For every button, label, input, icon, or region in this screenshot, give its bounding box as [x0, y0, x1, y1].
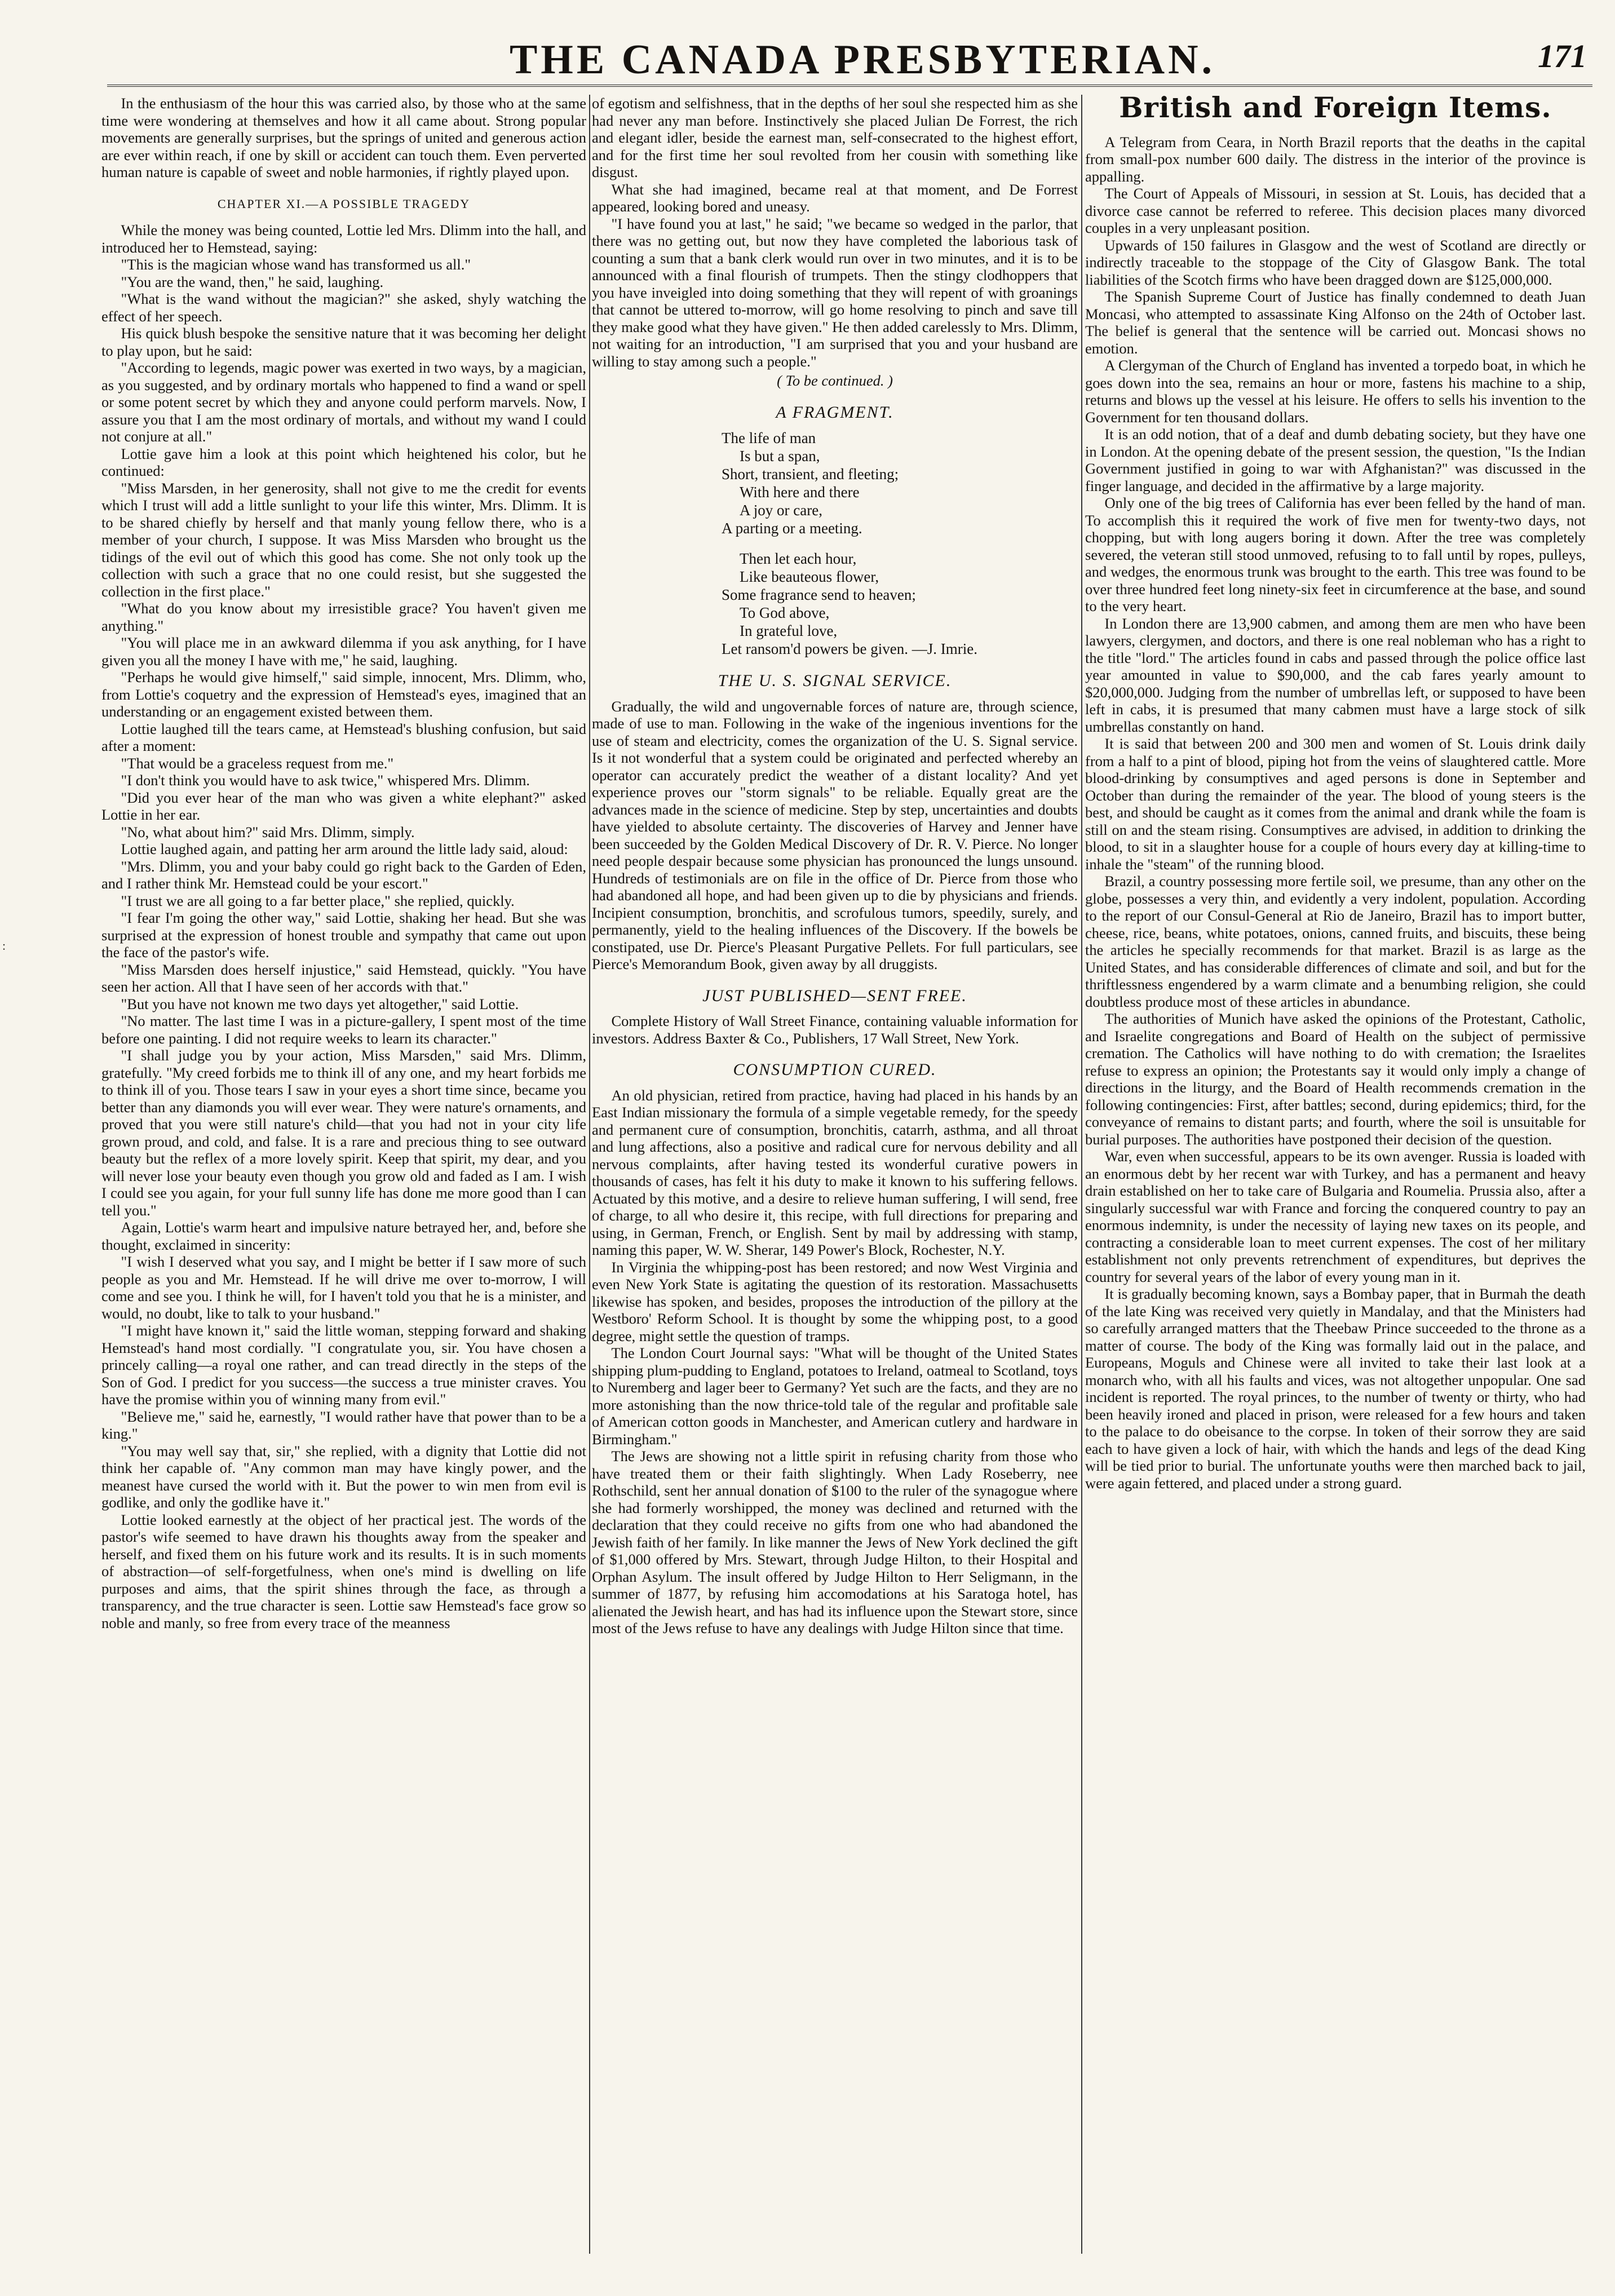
story-paragraph: "I don't think you would have to ask twice," whispered Mrs. Dlimm.: [121, 772, 530, 789]
poem-line: Like beauteous flower,: [740, 568, 879, 585]
poem-line: Let ransom'd powers be given. —J. Imrie.: [722, 640, 978, 657]
column-divider: [589, 95, 590, 2254]
news-item: The Spanish Supreme Court of Justice has finally condemned to death Juan Moncasi, who attempted to assassinate King Alfonso on the 24th of October last. The belief is general that the sentence will be carried out. Moncasi shows no emotion.: [1085, 288, 1586, 357]
story-paragraph: While the money was being counted, Lottie led Mrs. Dlimm into the hall, and introduced her to Hemstead, saying:: [101, 222, 586, 256]
story-paragraph: "Miss Marsden, in her generosity, shall not give to me the credit for events which I trust will add a little sunlight to your life this winter, Mrs. Dlimm. It is to be shared chiefly by herself and that manly young fellow there, who is a member of your church, I suppose. It was Miss Marsden who brought us the tidings of the evil out of which this good has come. She not only took up the collection with such a grace that no one could resist, but she suggested the collection in the first place.": [101, 479, 586, 600]
story-paragraph: "What do you know about my irresistible grace? You haven't given me anything.": [101, 600, 586, 634]
story-paragraph: "Did you ever hear of the man who was given a white elephant?" asked Lottie in her ear.: [101, 789, 586, 823]
news-paragraph: The Jews are showing not a little spirit in refusing charity from those who have treated them or their faith slightingly. When Lady Roseberry, nee Rothschild, sent her annual donation of $100 to the ruler of the synagogue where she had formerly worshipped, the money was declined and returned with the declaration that they could receive no gifts from one who had abandoned the Jewish faith of her family. In like manner the Jews of New York declined the gift of $1,000 offered by Mrs. Stewart, through Judge Hilton, to their Hospital and Orphan Asylum. The insult offered by Judge Hilton to Herr Seligmann, in the summer of 1877, by refusing him accomodations at his Saratoga hotel, has alienated the Jewish heart, and has had its influence upon the Stewart store, since most of the Jews refuse to have any dealings with Judge Hilton since that time.: [592, 1448, 1078, 1636]
news-item: Upwards of 150 failures in Glasgow and the west of Scotland are directly or indirectly traceable to the stoppage of the City of Glasgow Bank. The total liabilities of the Scotch firms who have been dragged down are $125,000,000.: [1085, 236, 1586, 288]
poem-line: Is but a span,: [740, 448, 820, 464]
story-paragraph: "Miss Marsden does herself injustice," said Hemstead, quickly. "You have seen her action. All that I have seen of her accords with that.": [101, 961, 586, 995]
story-paragraph: "I wish I deserved what you say, and I might be better if I saw more of such people as you and Mr. Hemstead. If he will drive me over to-morrow, I will come and see you. I think he will, for I haven't told you that he is a minister, and would, no doubt, like to talk to your husband.": [101, 1253, 586, 1322]
article-paragraph: An old physician, retired from practice, having had placed in his hands by an East Indian missionary the formula of a simple vegetable remedy, for the speedy and permanent cure of consumption, bronchitis, catarrh, asthma, and all throat and lung affections, also a positive and radical cure for nervous debility and all nervous complaints, after having tested its wonderful curative powers in thousands of cases, has felt it his duty to make it known to his suffering fellows. Actuated by this motive, and a desire to relieve human suffering, I will send, free of charge, to all who desire it, this recipe, with full directions for preparing and using, in German, French, or English. Sent by mail by addressing with stamp, naming this paper, W. W. Sherar, 149 Power's Block, Rochester, N.Y.: [592, 1086, 1078, 1258]
column-middle: [592, 95, 1078, 2248]
news-item: The Court of Appeals of Missouri, in session at St. Louis, has decided that a divorce case cannot be referred to referee. This decision places many divorced couples in a very unpleasant position.: [1085, 185, 1586, 236]
news-item: It is said that between 200 and 300 men and women of St. Louis drink daily from a half to a pint of blood, piping hot from the veins of slaughtered cattle. More blood-drinking by consumptives and aged persons is done in September and October than during the remainder of the year. The blood of young steers is the best, and should be caught as it comes from the animal and drank while the foam is still on and the steam rising. Consumptives are advised, in addition to drinking the blood, to sit in a slaughter house for a couple of hours every day at killing-time to inhale the "steam" of the running blood.: [1085, 735, 1586, 873]
story-paragraph: Again, Lottie's warm heart and impulsive nature betrayed her, and, before she thought, exclaimed in sincerity:: [101, 1219, 586, 1253]
poem-line: A parting or a meeting.: [722, 520, 862, 537]
story-paragraph: "That would be a graceless request from me.": [121, 754, 394, 772]
story-paragraph: "Believe me," said he, earnestly, "I would rather have that power than to be a king.": [101, 1408, 586, 1442]
stanza-break: [722, 537, 1078, 550]
column-divider: [1081, 95, 1082, 2254]
news-item: War, even when successful, appears to be its own avenger. Russia is loaded with an enormous debt by her recent war with Turkey, and has a permanent and heavy drain established on her to take care of Bulgaria and Roumelia. Prussia also, after a singularly successful war with France and forcing the conquered country to pay an enormous indemnity, is under the necessity of laying new taxes on its people, and contracting a considerable loan to meet current expenses. The cost of her military establishment not only prevents retrenchment of expenditures, but deprives the country for several years of the labor of every young man in it.: [1085, 1148, 1586, 1285]
news-item: The authorities of Munich have asked the opinions of the Protestant, Catholic, and Israelite congregations and Board of Health on the subject of permissive cremation. The Catholics will have nothing to do with cremation; the Israelites refuse to express an opinion; the Protestants say it would only imply a change of directions in the liturgy, and the Board of Health recommends cremation in the following contingencies: First, after battles; second, during epidemics; third, for the conveyance of remains to distant parts; and fourth, where the soil is unsuitable for burial purposes. The authorities have postponed their decision of the question.: [1085, 1010, 1586, 1148]
chapter-heading: CHAPTER XI.—A POSSIBLE TRAGEDY: [217, 196, 471, 211]
newspaper-title: THE CANADA PRESBYTERIAN.: [509, 37, 1216, 83]
section-heading: British and Foreign Items.: [1119, 95, 1552, 124]
news-item: It is an odd notion, that of a deaf and dumb debating society, but they have one in London. At the opening debate of the present session, the question, "Is the Indian Government justified in going to war with Afghanistan?" was discussed in the finger language, and decided in the affirmative by a large majority.: [1085, 426, 1586, 494]
story-paragraph: "I might have known it," said the little woman, stepping forward and shaking Hemstead's hand most cordially. "I congratulate you, sir. You have chosen a princely calling—a royal one rather, and can tread directly in the steps of the Son of God. I predict for you success—the success a true minister craves. You have the promise within you of winning many from evil.": [101, 1322, 586, 1408]
article-paragraph: Gradually, the wild and ungovernable forces of nature are, through science, made of use to man. Following in the wake of the ingenious inventions for the use of steam and electricity, comes the organization of the U. S. Signal service. Is it not wonderful that a system could be originated and perfected whereby an operator can accurately predict the weather of a distant locality? And yet experience proves our "storm signals" to be reliable. Equally great are the advances made in the science of medicine. Step by step, uncertainties and doubts have yielded to absolute certainty. The discoveries of Harvey and Jenner have been succeeded by the Golden Medical Discovery of Dr. R. V. Pierce. No longer need people despair because some physician has pronounced the lungs unsound. Hundreds of testimonials are on file in the office of Dr. Pierce from those who had abandoned all hope, and had been given up to die by physicians and friends. Incipient consumption, bronchitis, and scrofulous tumors, speedily, surely, and permanently, yield to the healing influences of the Discovery. If the bowels be constipated, use Dr. Pierce's Pleasant Purgative Pellets. For full particulars, see Pierce's Memorandum Book, given away by all druggists.: [592, 697, 1078, 972]
poem-line: The life of man: [722, 430, 816, 446]
news-item: In London there are 13,900 cabmen, and among them are men who have been lawyers, clergymen, and doctors, and there is one real nobleman who has a right to the title "lord." The articles found in cabs and passed through the police office last year amounted in value to $90,000, and the cab fares yearly amount to $20,000,000. Judging from the number of umbrellas left, or supposed to have been left in cabs, it is presumed that many cabmen must have a large stock of silk umbrellas constantly on hand.: [1085, 614, 1586, 735]
story-paragraph: "No, what about him?" said Mrs. Dlimm, simply.: [121, 823, 415, 840]
column-serial-story: [101, 95, 586, 2248]
poem-line: To God above,: [740, 604, 830, 621]
poem: [722, 429, 1078, 658]
margin-mark: :: [2, 939, 6, 953]
to-be-continued: ( To be continued. ): [777, 372, 893, 389]
story-paragraph: "This is the magician whose wand has transformed us all.": [121, 256, 471, 273]
story-paragraph: "But you have not known me two days yet altogether," said Lottie.: [121, 995, 519, 1012]
news-item: Brazil, a country possessing more fertile soil, we presume, than any other on the globe, possesses a very thin, and evidently a very indolent, population. According to the report of our Consul-General at Rio de Janeiro, Brazil has to import butter, cheese, rice, beans, white potatoes, onions, canned fruits, and biscuits, these being the articles he specially recommends for that market. Brazil is as large as the United States, and has considerable differences of climate and soil, and but for the thriftlessness engendered by a warm climate and a benumbing religion, she could doubtless produce most of these articles in abundance.: [1085, 873, 1586, 1010]
story-paragraph: "I fear I'm going the other way," said Lottie, shaking her head. But she was surprised at the expression of honest trouble and sympathy that came out upon the face of the pastor's wife.: [101, 909, 586, 961]
story-paragraph: His quick blush bespoke the sensitive nature that it was becoming her delight to play upon, but he said:: [101, 325, 586, 359]
poem-line: With here and there: [740, 484, 860, 501]
article-title-just-published: JUST PUBLISHED—SENT FREE.: [702, 986, 967, 1005]
story-paragraph: "I trust we are all going to a far better place," she replied, quickly.: [121, 892, 515, 909]
story-paragraph: "I shall judge you by your action, Miss Marsden," said Mrs. Dlimm, gratefully. "My creed forbids me to think ill of any one, and my heart forbids me to think ill of you. Those tears I saw in your eyes a short time since, became you better than any diamonds you will ever wear. They were nature's ornaments, and proved that you were still nature's child—that you had not in your city life grown proud, and cold, and false. It is a rare and precious thing to see outward beauty but the reflex of a more lovely spirit. Keep that spirit, my dear, and you will never lose your beauty even though you grow old and faded as I am. I wish I could see you again, for your full sunny life has done me more good than I can tell you.": [101, 1047, 586, 1219]
news-item: A Clergyman of the Church of England has invented a torpedo boat, in which he goes down into the sea, remains an hour or more, fastens his machine to a ship, returns and blows up the vessel at his leisure. He offers to sells his invention to the Government for ten thousand dollars.: [1085, 357, 1586, 426]
poem-line: In grateful love,: [740, 622, 838, 639]
news-item: Only one of the big trees of California has ever been felled by the hand of man. To accomplish this it required the work of five men for twenty-two days, not chopping, but with long augers boring it down. After the tree was completely severed, the veteran still stood unmoved, refusing to to fall until by ropes, pulleys, and wedges, the enormous trunk was brought to the earth. This tree was found to be over three hundred feet long ninety-six feet in circumference at the base, and sound to the very heart.: [1085, 494, 1586, 614]
story-paragraph: "You are the wand, then," he said, laughing.: [121, 273, 384, 290]
story-paragraph: "You may well say that, sir," she replied, with a dignity that Lottie did not think her capable of. "Any common man may have kingly power, and the meanest have cursed the world with it. But the power to win men from evil is godlike, and only the godlike have it.": [101, 1442, 586, 1511]
story-paragraph: "I have found you at last," he said; "we became so wedged in the parlor, that there was no getting out, but now they have completed the laborious task of counting a sum that a bank clerk would run over in two minutes, and it is to be announced with a final flourish of trumpets. Then the stingy clodhoppers that you have inveigled into doing something that they will repent of with groanings that cannot be uttered to-morrow, will go home resolving to pinch and save till they make good what they have given." He then added carelessly to Mrs. Dlimm, not waiting for an introduction, "I am surprised that you and your husband are willing to stay among such a people.": [592, 215, 1078, 370]
poem-line: A joy or care,: [740, 502, 822, 519]
story-paragraph: In the enthusiasm of the hour this was carried also, by those who at the same time were wondering at themselves and how it all came about. Strong popular movements are generally surprises, but the springs of united and generous action are ever within reach, if one by skill or accident can touch them. Even perverted human nature is capable of sweet and noble harmonies, if rightly played upon.: [101, 95, 586, 180]
poem-line: Short, transient, and fleeting;: [722, 466, 899, 483]
story-paragraph: Lottie looked earnestly at the object of her practical jest. The words of the pastor's wife seemed to have drawn his thoughts away from the speaker and herself, and fixed them on his future work and its results. It is in such moments of abstraction—of self-forgetfulness, when one's mind is dwelling on life purposes and aims, that the spirit shines through the face, as through a transparency, and the true character is seen. Lottie saw Hemstead's face grow so noble and manly, so free from every trace of the meanness: [101, 1511, 586, 1631]
column-foreign-items: [1085, 95, 1586, 2248]
news-item: It is gradually becoming known, says a Bombay paper, that in Burmah the death of the late King was received very quietly in Mandalay, and that the Ministers had so carefully arranged matters that the Theebaw Prince succeeded to the throne as a matter of course. The body of the King was formally laid out in the palace, and Europeans, Moguls and Chinese were all invited to take their last look at a monarch who, with all his faults and vices, was not altogether unpopular. One sad incident is reported. The royal princes, to the number of twenty or thirty, who had been heavily ironed and placed in prison, were released for a few hours and taken to the palace to do obeisance to the corpse. In token of their sorrow they are said each to have given a lock of hair, with which the hands and legs of the dead King will be tied prior to burial. The unfortunate youths were then marched back to jail, were again fettered, and placed under a strong guard.: [1085, 1285, 1586, 1492]
article-title-signal: THE U. S. SIGNAL SERVICE.: [718, 671, 952, 690]
story-paragraph: "According to legends, magic power was exerted in two ways, by a magician, as you suggested, and by ordinary mortals who happened to find a wand or spell or some potent secret by which they and anyone could perform marvels. Now, I assure you that I am the most ordinary of mortals, and without my wand I could not conjure at all.": [101, 359, 586, 445]
poem-line: Some fragrance send to heaven;: [722, 586, 916, 603]
news-item: A Telegram from Ceara, in North Brazil reports that the deaths in the capital from small-pox number 600 daily. The distress in the interior of the province is appalling.: [1085, 133, 1586, 185]
story-paragraph: of egotism and selfishness, that in the depths of her soul she respected him as she had never any man before. Instinctively she placed Julian De Forrest, the rich and elegant idler, beside the earnest man, self-consecrated to the highest effort, and for the first time her soul revolted from her cousin with something like disgust.: [592, 95, 1078, 180]
article-paragraph: Complete History of Wall Street Finance, containing valuable information for investors. Address Baxter & Co., Publishers, 17 Wall Street, New York.: [592, 1012, 1078, 1047]
poem-title: A FRAGMENT.: [776, 402, 894, 422]
page-number: 171: [1538, 38, 1587, 74]
story-paragraph: Lottie gave him a look at this point which heightened his color, but he continued:: [101, 445, 586, 479]
news-paragraph: The London Court Journal says: "What will be thought of the United States shipping plum-pudding to England, potatoes to Ireland, oatmeal to Scotland, toys to Nuremberg and lager beer to Germany? Yet such are the facts, and they are no more astonishing than the now thrice-told tale of the regular and profitable sale of American cotton goods in Manchester, and American cutlery and hardware in Birmingham.": [592, 1344, 1078, 1448]
story-paragraph: What she had imagined, became real at that moment, and De Forrest appeared, looking bored and uneasy.: [592, 180, 1078, 215]
story-paragraph: Lottie laughed again, and patting her arm around the little lady said, aloud:: [121, 840, 568, 857]
story-paragraph: "No matter. The last time I was in a picture-gallery, I spent most of the time before one painting. I did not require weeks to learn its character.": [101, 1012, 586, 1047]
poem-line: Then let each hour,: [740, 550, 857, 567]
story-paragraph: "Perhaps he would give himself," said simple, innocent, Mrs. Dlimm, who, from Lottie's coquetry and the expression of Hemstead's eyes, imagined that an understanding or an engagement existed between them.: [101, 669, 586, 720]
story-paragraph: "You will place me in an awkward dilemma if you ask anything, for I have given you all the money I have with me," he said, laughing.: [101, 634, 586, 669]
story-paragraph: "What is the wand without the magician?" she asked, shyly watching the effect of her speech.: [101, 290, 586, 325]
news-paragraph: In Virginia the whipping-post has been restored; and now West Virginia and even New York State is agitating the question of its restoration. Massachusetts likewise has spoken, and besides, proposes the introduction of the pillory at the Westboro' Reform School. It is thought by some the whipping post, to a good degree, might settle the question of tramps.: [592, 1258, 1078, 1344]
article-title-consumption: CONSUMPTION CURED.: [733, 1060, 937, 1079]
story-paragraph: "Mrs. Dlimm, you and your baby could go right back to the Garden of Eden, and I rather think Mr. Hemstead could be your escort.": [101, 857, 586, 892]
masthead-rule: [107, 85, 1592, 87]
story-paragraph: Lottie laughed till the tears came, at Hemstead's blushing confusion, but said after a moment:: [101, 720, 586, 754]
masthead: [107, 21, 1615, 83]
